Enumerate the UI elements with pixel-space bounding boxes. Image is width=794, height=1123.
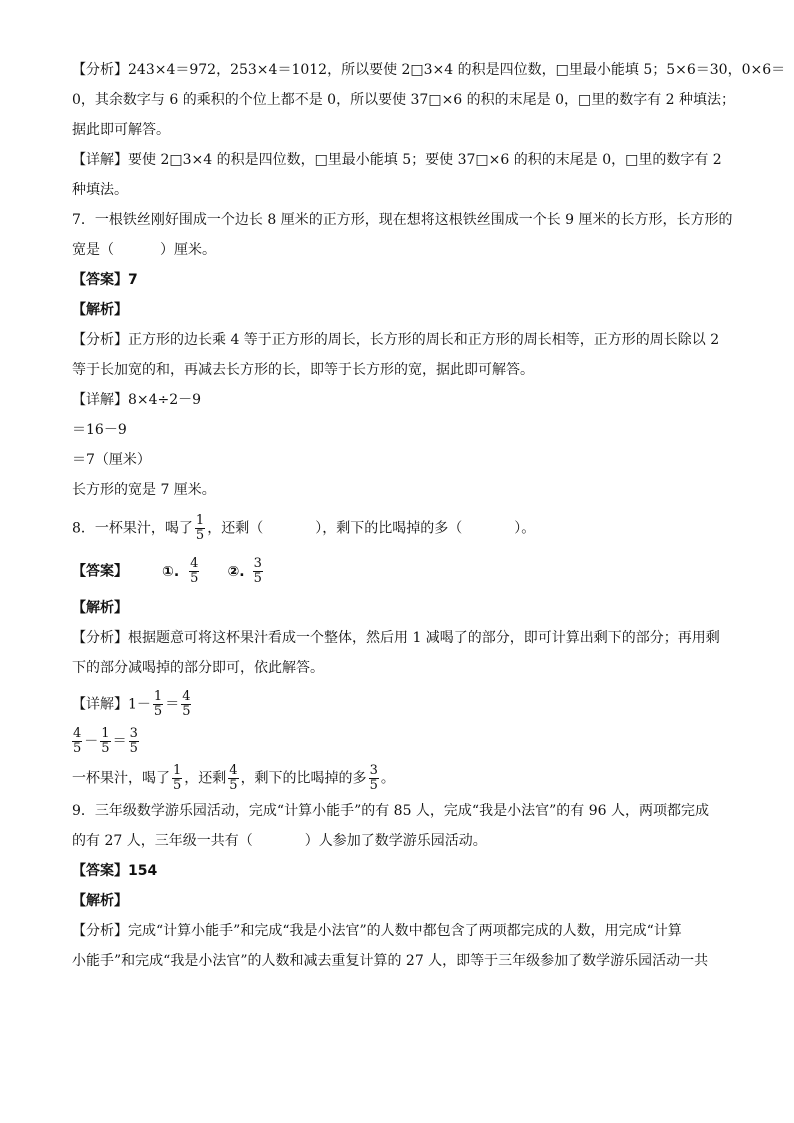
fraction-one-fifth (172, 764, 182, 793)
q8-text-a: 8．一杯果汁，喝了 (72, 520, 193, 537)
answer-9: 【答案】154 (72, 863, 158, 879)
jiexi-8: 【解析】 (72, 600, 128, 616)
frac-den: 5 (153, 704, 163, 719)
question-7-line-2 (72, 240, 722, 260)
frac-num: 3 (369, 763, 378, 778)
document-page (72, 60, 786, 969)
d8-text-c: ，剩下的比喝掉的多 (240, 770, 367, 787)
frac-den: 5 (229, 778, 238, 793)
question-9-line-1: 9．三年级数学游乐园活动，完成“计算小能手”的有 85 人，完成“我是小法官”的有 96 人，两项都完成 (72, 803, 709, 819)
frac-den: 5 (173, 778, 182, 793)
analysis-6-line-3: 据此即可解答。 (72, 122, 170, 138)
fraction-one-fifth (153, 690, 163, 719)
equals-sign: ＝ (165, 696, 180, 713)
minus-sign: － (84, 733, 99, 750)
circled-two: ②. (227, 563, 245, 580)
frac-den: 5 (73, 741, 82, 756)
fraction-one-fifth (195, 514, 205, 543)
question-9-line-2 (72, 831, 722, 851)
fraction-four-fifths (189, 557, 199, 586)
question-7-line-1: 7．一根铁丝刚好围成一个边长 8 厘米的正方形，现在想将这根铁丝围成一个长 9 厘米的长方形，长方形的 (72, 212, 733, 228)
fraction-four-fifths (72, 727, 82, 756)
q7-text-b: ）厘米。 (160, 242, 216, 258)
answer-8-tag: 【答案】 (72, 563, 128, 580)
detail-7-line-1: 【详解】8×4÷2－9 (72, 392, 202, 408)
frac-den: 5 (253, 571, 262, 586)
frac-den: 5 (369, 778, 378, 793)
detail-6-line-1: 【详解】要使 2□3×4 的积是四位数，□里最小能填 5；要使 37□×6 的积的末尾是 0，□里的数字有 2 (72, 152, 722, 168)
detail-8-line-2 (72, 727, 722, 756)
detail-8-line-3 (72, 764, 722, 793)
frac-num: 1 (101, 726, 110, 741)
frac-den: 5 (101, 741, 110, 756)
frac-den: 5 (129, 741, 138, 756)
q7-text-a: 宽是（ (72, 242, 114, 258)
frac-num: 1 (195, 513, 205, 528)
fraction-three-fifths (369, 764, 379, 793)
d8-text-a: 一杯果汁，喝了 (72, 770, 170, 787)
answer-8 (72, 557, 722, 586)
answer-7: 【答案】7 (72, 272, 138, 288)
frac-num: 3 (129, 726, 138, 741)
analysis-6-line-2: 0，其余数字与 6 的乘积的个位上都不是 0，所以要使 37□×6 的积的末尾是 0，□里的数字有 2 种填法； (72, 92, 736, 108)
detail-7-line-2: ＝16－9 (72, 422, 127, 438)
detail-7-line-3: ＝7（厘米） (72, 452, 151, 468)
d8-text-d: 。 (380, 770, 395, 787)
frac-num: 1 (173, 763, 182, 778)
fraction-four-fifths (228, 764, 238, 793)
frac-den: 5 (195, 528, 205, 543)
jiexi-9: 【解析】 (72, 893, 128, 909)
detail-8-prefix: 【详解】1－ (72, 696, 151, 713)
analysis-7-line-1: 【分析】正方形的边长乘 4 等于正方形的周长，长方形的周长和正方形的周长相等，正方形的周长除以 2 (72, 332, 720, 348)
frac-num: 4 (73, 726, 82, 741)
q8-text-b: ，还剩（ (207, 520, 264, 537)
detail-7-line-4: 长方形的宽是 7 厘米。 (72, 482, 216, 498)
circled-one: ①. (162, 563, 180, 580)
detail-6-line-2: 种填法。 (72, 182, 128, 198)
fraction-three-fifths (253, 557, 263, 586)
q9-text-a: 的有 27 人，三年级一共有（ (72, 833, 253, 849)
analysis-6-line-1: 【分析】243×4＝972，253×4＝1012，所以要使 2□3×4 的积是四位数，□里最小能填 5；5×6＝30，0×6＝ (72, 62, 786, 78)
analysis-7-line-2: 等于长加宽的和，再减去长方形的长，即等于长方形的宽，据此即可解答。 (72, 362, 534, 378)
frac-num: 1 (153, 689, 163, 704)
q8-text-c: ），剩下的比喝掉的多（ (315, 520, 463, 537)
analysis-8-line-1: 【分析】根据题意可将这杯果汁看成一个整体，然后用 1 减喝了的部分，即可计算出剩下的部分；再用剩 (72, 630, 720, 646)
fraction-three-fifths (129, 727, 139, 756)
equals-sign: ＝ (112, 733, 127, 750)
frac-den: 5 (182, 704, 191, 719)
frac-num: 4 (229, 763, 238, 778)
fraction-one-fifth (100, 727, 110, 756)
jiexi-7: 【解析】 (72, 302, 128, 318)
fraction-four-fifths (181, 690, 191, 719)
frac-num: 4 (190, 556, 199, 571)
analysis-8-line-2: 下的部分减喝掉的部分即可，依此解答。 (72, 660, 324, 676)
question-8 (72, 514, 722, 543)
analysis-9-line-2: 小能手”和完成“我是小法官”的人数和减去重复计算的 27 人，即等于三年级参加了数学游乐园活动一共 (72, 953, 709, 969)
analysis-9-line-1: 【分析】完成“计算小能手”和完成“我是小法官”的人数中都包含了两项都完成的人数，用完成“计算 (72, 923, 682, 939)
q9-text-b: ）人参加了数学游乐园活动。 (304, 833, 487, 849)
frac-den: 5 (190, 571, 199, 586)
frac-num: 4 (182, 689, 191, 704)
frac-num: 3 (253, 556, 262, 571)
detail-8-line-1 (72, 690, 722, 719)
q8-text-d: ）。 (514, 520, 536, 537)
d8-text-b: ，还剩 (184, 770, 227, 787)
